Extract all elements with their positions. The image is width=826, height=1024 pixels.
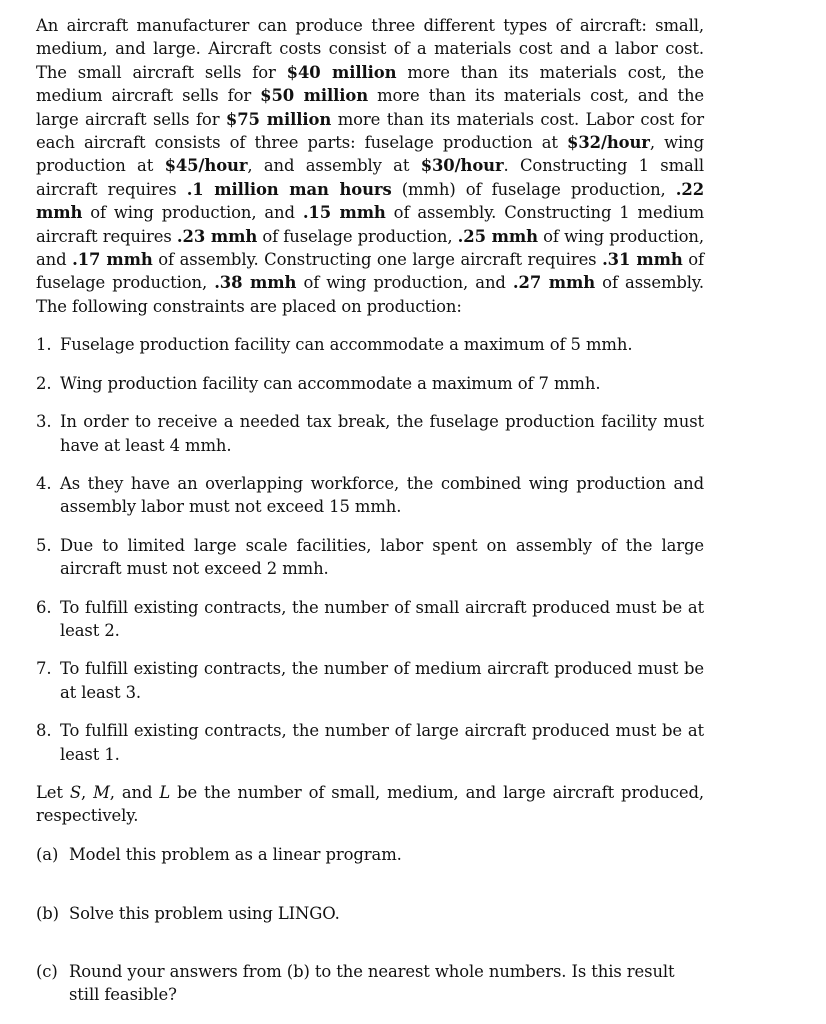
constraint-number: 4. — [36, 473, 52, 493]
constraint-item — [36, 472, 704, 519]
wing-rate-value: $45/hour — [164, 156, 248, 176]
part-c — [36, 960, 704, 1007]
part-label: (a) — [36, 844, 59, 864]
small-wing-hours: .22 mmh — [36, 179, 704, 223]
part-text: Model this problem as a linear program. — [69, 844, 402, 864]
part-text: Solve this problem using LINGO. — [69, 904, 340, 924]
large-fuselage-hours: .31 mmh — [602, 250, 683, 270]
constraint-text: As they have an overlapping workforce, the combined wing production and assembly labor must not exceed 15 mmh. — [60, 473, 704, 517]
constraint-text: To fulfill existing contracts, the number of large aircraft produced must be at least 1. — [60, 721, 704, 764]
intro-text: of fuselage production, — [36, 250, 704, 293]
definition-text: , and — [109, 782, 160, 802]
problem-page — [36, 14, 704, 1006]
large-wing-hours: .38 mmh — [214, 273, 297, 293]
problem-intro-paragraph — [36, 14, 704, 318]
large-assembly-hours: .27 mmh — [512, 273, 596, 293]
intro-text: of fuselage production, — [257, 226, 458, 246]
intro-text: of assembly. Constructing one large aircraft requires — [152, 250, 603, 270]
intro-text: of assembly. Constructing 1 medium aircraft requires — [36, 203, 705, 246]
intro-text: more than its materials cost, and the large aircraft sells for — [36, 86, 705, 129]
intro-text: An aircraft manufacturer can produce three different types of aircraft: small, medium, and large. Aircraft costs consist of a materials cost and a labor cost. The small aircraft sells for — [36, 16, 704, 82]
small-price-value: $40 million — [286, 62, 397, 82]
intro-text: of assembly. The following constraints are placed on production: — [36, 273, 705, 316]
constraint-text: Fuselage production facility can accommodate a maximum of 5 mmh. — [60, 335, 633, 355]
constraint-item — [36, 719, 704, 766]
medium-fuselage-hours: .23 mmh — [176, 226, 258, 246]
constraint-item — [36, 410, 704, 457]
intro-text: of wing production, and — [36, 226, 704, 270]
constraint-item — [36, 657, 704, 704]
intro-text: more than its materials cost. Labor cost for each aircraft consists of three parts: fuselage production at — [36, 109, 705, 153]
intro-text: of wing production, and — [296, 273, 513, 293]
assembly-rate-value: $30/hour — [420, 156, 504, 176]
constraint-number: 7. — [36, 659, 52, 679]
constraint-number: 5. — [36, 535, 52, 555]
constraint-text: In order to receive a needed tax break, the fuselage production facility must have at least 4 mmh. — [60, 412, 704, 455]
small-assembly-hours: .15 mmh — [302, 203, 386, 223]
part-label: (b) — [36, 904, 59, 924]
variable-l: L — [159, 782, 171, 802]
intro-text: (mmh) of fuselage production, — [391, 179, 676, 199]
definition-text: , — [80, 782, 94, 802]
variable-m: M — [93, 782, 110, 802]
part-b — [36, 902, 704, 925]
intro-text: . Constructing 1 small aircraft requires — [36, 156, 704, 199]
constraint-number: 1. — [36, 335, 52, 355]
medium-price-value: $50 million — [260, 86, 369, 106]
intro-text: , and assembly at — [247, 156, 421, 176]
definition-text: Let — [36, 782, 70, 802]
constraint-text: Due to limited large scale facilities, labor spent on assembly of the large aircraft must not exceed 2 mmh. — [60, 535, 704, 579]
constraint-list — [36, 333, 704, 766]
constraint-item — [36, 372, 704, 395]
intro-text: more than its materials cost, the medium aircraft sells for — [36, 62, 704, 106]
constraint-number: 6. — [36, 597, 52, 617]
constraint-text: Wing production facility can accommodate a maximum of 7 mmh. — [60, 373, 601, 393]
constraint-item — [36, 534, 704, 581]
definition-text: be the number of small, medium, and large aircraft produced, respectively. — [36, 782, 704, 826]
constraint-number: 3. — [36, 412, 52, 432]
question-parts — [36, 843, 704, 1007]
medium-assembly-hours: .17 mmh — [72, 250, 153, 270]
part-text: Round your answers from (b) to the nearest whole numbers. Is this result still feasible? — [69, 961, 675, 1004]
small-fuselage-hours: .1 million man hours — [186, 179, 392, 199]
fuselage-rate-value: $32/hour — [567, 133, 650, 153]
constraint-item — [36, 333, 704, 356]
constraint-number: 2. — [36, 373, 52, 393]
intro-text: , wing production at — [36, 133, 705, 176]
part-label: (c) — [36, 961, 58, 981]
part-a — [36, 843, 704, 866]
variable-definition — [36, 781, 704, 828]
constraint-item — [36, 596, 704, 643]
large-price-value: $75 million — [225, 109, 332, 129]
medium-wing-hours: .25 mmh — [457, 226, 538, 246]
constraint-text: To fulfill existing contracts, the number of medium aircraft produced must be at least 3. — [60, 659, 704, 702]
variable-s: S — [69, 782, 81, 802]
constraint-text: To fulfill existing contracts, the number of small aircraft produced must be at least 2. — [60, 597, 704, 640]
intro-text: of wing production, and — [82, 203, 303, 223]
constraint-number: 8. — [36, 721, 52, 741]
